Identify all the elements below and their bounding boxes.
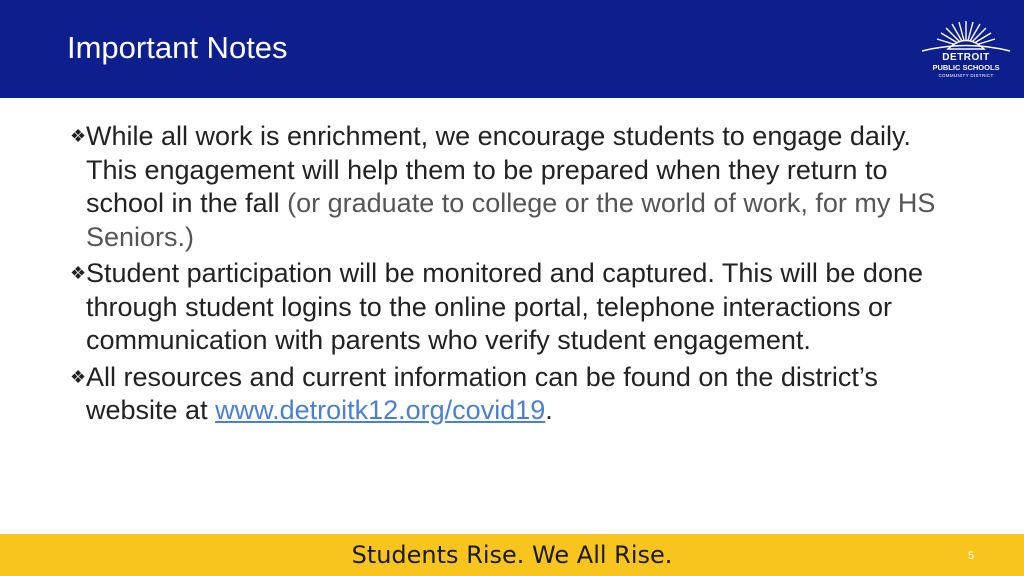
diamond-bullet-icon: ❖ <box>70 366 87 387</box>
logo-line-1: DETROIT <box>942 52 990 63</box>
bullet-aside: (or graduate to college or the world of work, for my HS Seniors.) <box>86 188 936 252</box>
bullet-text: All resources and current information can be found on the district’s website at <box>86 361 878 425</box>
bullet-text: Student participation will be monitored and captured. This will be done through student logins to the online portal, telephone interactions or communication with parents who verify student engagement. <box>86 258 923 355</box>
covid19-website-link[interactable]: www.detroitk12.org/covid19 <box>215 395 546 425</box>
notes-list <box>70 120 960 431</box>
footer-tagline: Students Rise. We All Rise. <box>351 541 673 569</box>
header-bar <box>0 0 1024 98</box>
logo-line-2: PUBLIC SCHOOLS <box>932 63 1000 72</box>
bullet-item-resources <box>70 361 960 428</box>
diamond-bullet-icon: ❖ <box>70 126 87 146</box>
bullet-text-end: . <box>545 395 553 425</box>
bullet-text: While all work is enrichment, we encourage students to engage daily. This engagement will help them to be prepared when they return to school in the fall <box>86 121 911 218</box>
logo-line-3: COMMUNITY DISTRICT <box>938 73 994 78</box>
dps-logo <box>918 18 1014 84</box>
bullet-item-participation <box>70 257 960 358</box>
footer-bar <box>0 534 1024 576</box>
bullet-item-enrichment <box>70 120 960 254</box>
sunburst-icon <box>918 18 1014 54</box>
diamond-bullet-icon: ❖ <box>70 263 87 283</box>
page-number: 5 <box>968 550 975 562</box>
slide-title: Important Notes <box>67 30 288 65</box>
